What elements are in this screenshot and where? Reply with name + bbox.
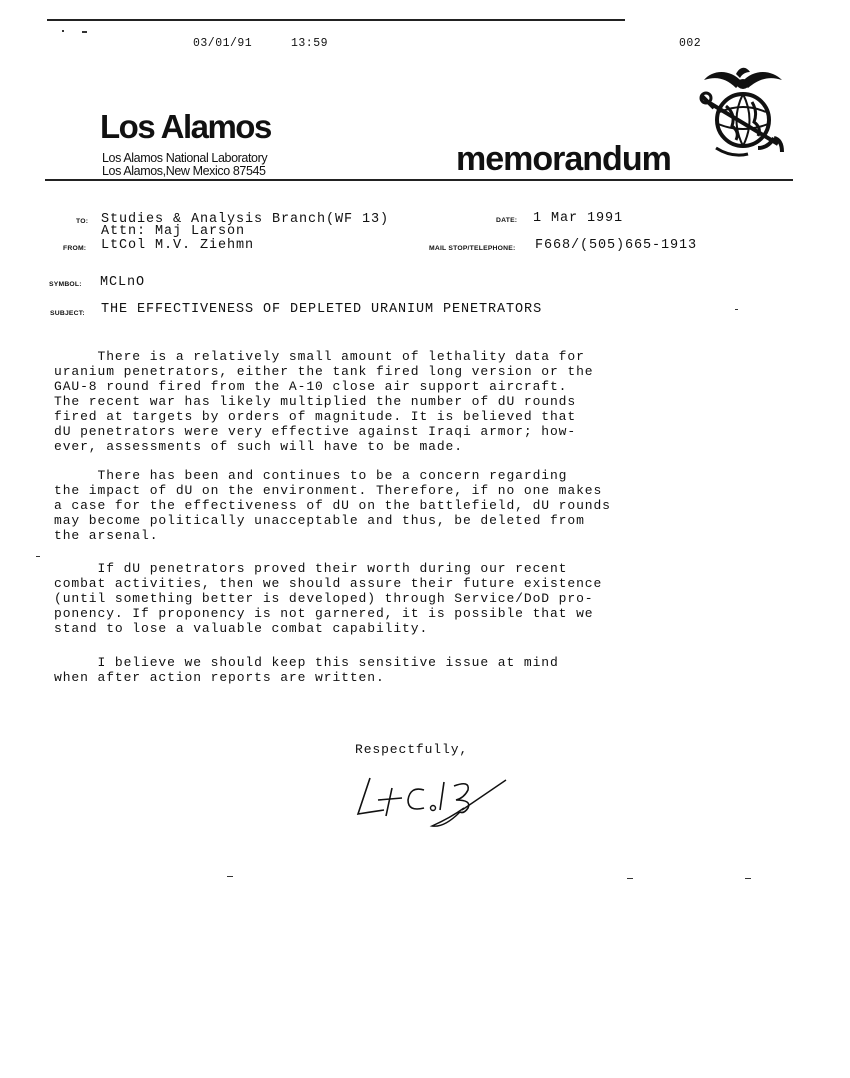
scan-speck xyxy=(62,30,64,32)
scan-speck xyxy=(36,556,40,557)
date-label: DATE: xyxy=(496,217,518,224)
body-paragraph: I believe we should keep this sensitive issue at mind when after action reports are written. xyxy=(54,655,559,685)
symbol-label: SYMBOL: xyxy=(49,281,82,288)
to-attention: Attn: Maj Larson xyxy=(101,224,246,239)
mail-stop-label: MAIL STOP/TELEPHONE: xyxy=(429,245,516,252)
lab-name: Los Alamos National Laboratory xyxy=(102,151,268,165)
fax-date: 03/01/91 xyxy=(193,37,253,50)
lab-location: Los Alamos,New Mexico 87545 xyxy=(102,164,266,178)
subject-line: THE EFFECTIVENESS OF DEPLETED URANIUM PENETRATORS xyxy=(101,302,543,317)
from-sender: LtCol M.V. Ziehmn xyxy=(101,238,255,253)
eagle-globe-anchor-emblem-icon xyxy=(696,62,788,160)
scan-speck xyxy=(735,309,738,310)
org-name: Los Alamos xyxy=(100,108,271,145)
body-paragraph: There is a relatively small amount of lethality data for uranium penetrators, either the tank fired long version or the GAU-8 round fired from the A-10 close air support aircraft. The recent war has likely multiplied the number of dU rounds fired at targets by orders of magnitude. It is believed that dU penetrators were very effective against Iraqi armor; how- ever, assessments of such will have to be made. xyxy=(54,349,594,454)
fax-page-number: 002 xyxy=(679,37,702,50)
mail-stop-telephone: F668/(505)665-1913 xyxy=(535,238,698,253)
memo-date: 1 Mar 1991 xyxy=(533,211,624,226)
fax-top-rule xyxy=(47,19,625,21)
symbol-value: MCLnO xyxy=(100,275,146,290)
body-paragraph: There has been and continues to be a concern regarding the impact of dU on the environment. Therefore, if no one makes a case for the effectiveness of dU on the battlefield, dU rounds may become politically unacceptable and thus, be deleted from the arsenal. xyxy=(54,468,611,543)
body-paragraph: If dU penetrators proved their worth during our recent combat activities, then we should assure their future existence (until something better is developed) through Service/DoD pro- ponency. If proponency is not garnered, it is possible that we stand to lose a valuable combat capability. xyxy=(54,561,603,636)
subject-label: SUBJECT: xyxy=(50,310,85,317)
scan-speck xyxy=(82,31,87,33)
to-recipient: Studies & Analysis Branch(WF 13) xyxy=(101,212,390,227)
from-label: FROM: xyxy=(63,245,87,252)
scan-speck xyxy=(627,878,633,879)
memorandum-title: memorandum xyxy=(456,140,671,178)
to-label: TO: xyxy=(76,218,89,225)
closing-text: Respectfully, xyxy=(355,742,469,757)
scan-speck xyxy=(745,878,751,879)
fax-time: 13:59 xyxy=(291,37,329,50)
handwritten-signature xyxy=(340,770,520,830)
letterhead-rule xyxy=(45,179,793,181)
scan-speck xyxy=(227,876,233,877)
